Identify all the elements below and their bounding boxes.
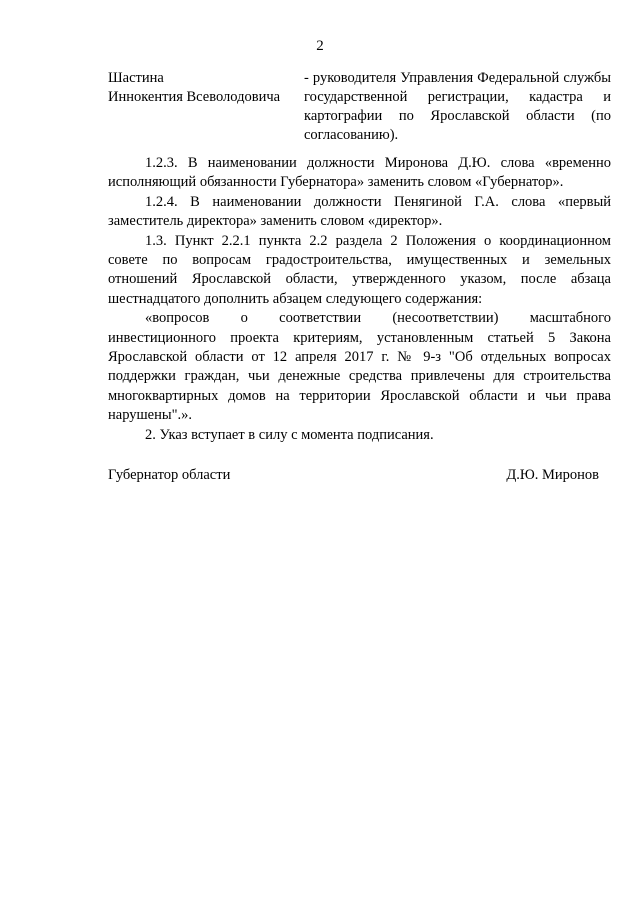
paragraph-1-2-4: 1.2.4. В наименовании должности Пенягиной Г.А. слова «первый заместитель директора» заменить словом «директор». xyxy=(108,193,611,230)
paragraph-1-2-3: 1.2.3. В наименовании должности Миронова Д.Ю. слова «временно исполняющий обязанности Губернатора» заменить словом «Губернатор». xyxy=(108,155,611,191)
person-surname: Шастина xyxy=(108,70,164,86)
paragraph-quoted-addition: «вопросов о соответствии (несоответствии) масштабного инвестиционного проекта критериям, установленным статьей 5 Закона Ярославской области от 12 апреля 2017 г. № 9-з "Об отдельных вопросах поддержки граждан, чьи денежные средства привлечены для строительства многоквартирных домов на территории Ярославской области и чьи права нарушены".». xyxy=(108,310,611,424)
person-given-names: Иннокентия Всеволодовича xyxy=(108,89,281,105)
paragraph-1-3: 1.3. Пункт 2.2.1 пункта 2.2 раздела 2 Положения о координационном совете по вопросам градостроительства, имущественных и земельных отношений Ярославской области, утвержденного указом, после абзаца шестнадцатого дополнить абзацем следующего содержания: xyxy=(108,232,611,307)
person-entry xyxy=(108,69,611,145)
person-role: - руководителя Управления Федеральной службы государственной регистрации, кадастра и картографии по Ярославской области (по согласованию). xyxy=(304,70,611,143)
signature-block xyxy=(108,467,599,484)
paragraph-2: 2. Указ вступает в силу с момента подписания. xyxy=(145,426,434,443)
body-text xyxy=(108,154,611,445)
signatory-name: Д.Ю. Миронов xyxy=(506,467,599,483)
person-name xyxy=(108,69,304,145)
signatory-title: Губернатор области xyxy=(108,467,231,483)
page-number: 2 xyxy=(316,38,324,54)
